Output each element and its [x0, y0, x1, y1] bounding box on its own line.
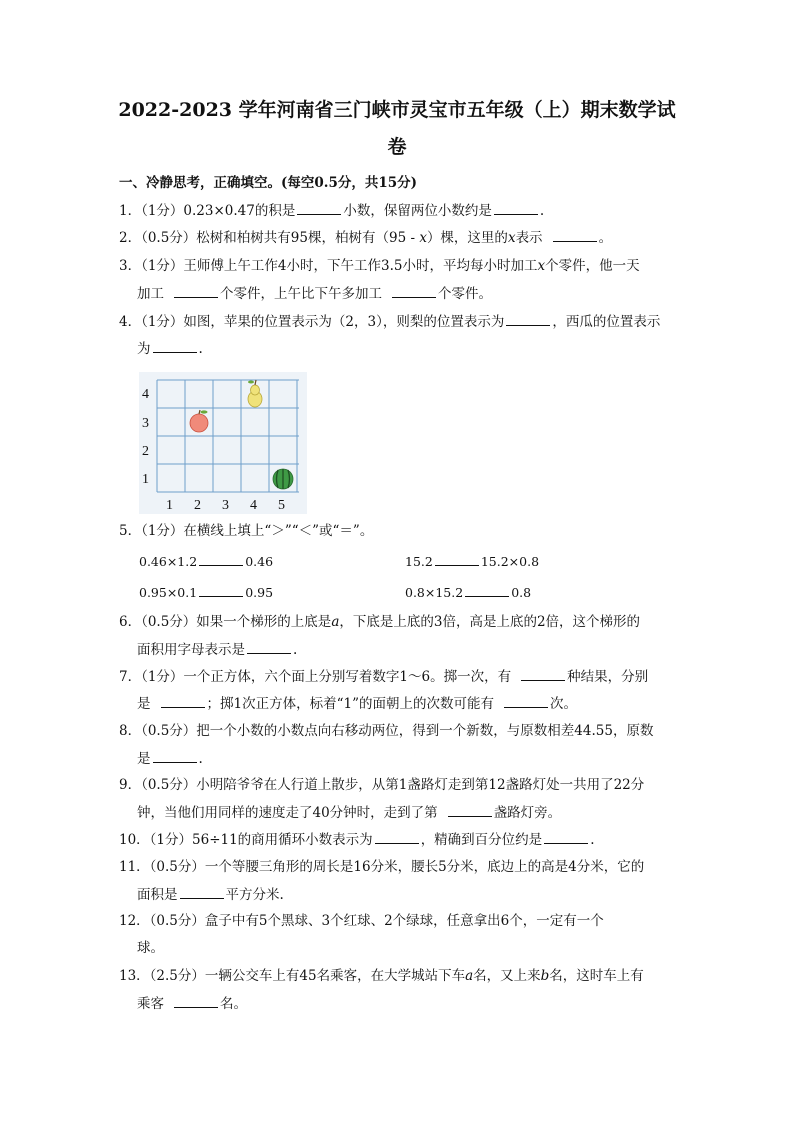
- comparison-item: [405, 582, 531, 603]
- answer-blank: [521, 666, 565, 681]
- question-text: 13．（2.5分）一辆公交车上有45名乘客，在大学城站下车: [119, 968, 466, 984]
- variable: a: [465, 968, 474, 984]
- question-text: 。: [598, 230, 613, 246]
- question-text: 2．（0.5分）松树和柏树共有95棵，柏树有（95 -: [119, 230, 420, 246]
- x-axis-label: 1: [166, 498, 173, 513]
- question-text: 10．（1分）56÷11的商用循环小数表示为: [119, 832, 373, 848]
- question-text: 6．（0.5分）如果一个梯形的上底是: [119, 614, 332, 630]
- answer-blank: [435, 551, 479, 566]
- question-text: 面积用字母表示是: [137, 642, 245, 658]
- question-text: 9．（0.5分）小明陪爷爷在人行道上散步，从第1盏路灯走到第12盏路灯处一共用了22分: [119, 777, 645, 793]
- variable: a: [331, 614, 340, 630]
- answer-blank: [199, 551, 243, 566]
- question-text: 8．（0.5分）把一个小数的小数点向右移动两位，得到一个新数，与原数相差44.55，原数: [119, 723, 654, 739]
- x-axis-label: 5: [278, 498, 285, 513]
- question-text: 是: [137, 751, 151, 767]
- question-text: 7．（1分）一个正方体，六个面上分别写着数字1～6。掷一次，有: [119, 669, 512, 685]
- expression: 15.2: [405, 554, 433, 569]
- question-4: [119, 311, 694, 332]
- answer-blank: [506, 311, 550, 326]
- answer-blank: [247, 639, 291, 654]
- variable: x: [419, 230, 427, 246]
- expression: 0.95×0.1: [139, 585, 198, 600]
- question-9-continued: [137, 802, 712, 823]
- question-text: ，下底是上底的3倍，高是上底的2倍，这个梯形的: [339, 614, 641, 630]
- question-text: ，精确到百分位约是: [420, 832, 543, 848]
- y-axis-label: 1: [142, 472, 149, 487]
- question-text: 名，又上来: [473, 968, 541, 984]
- answer-blank: [180, 884, 224, 899]
- question-text: 个零件。: [438, 286, 492, 302]
- answer-blank: [297, 200, 341, 215]
- question-text: ；掷1次正方体，标着“1”的面朝上的次数可能有: [206, 696, 494, 712]
- question-12: [119, 911, 694, 931]
- question-7-continued: [137, 693, 712, 714]
- answer-blank: [153, 338, 197, 353]
- position-grid-figure: [139, 372, 307, 514]
- question-text: 种结果，分别: [567, 669, 649, 685]
- answer-blank: [544, 829, 588, 844]
- answer-blank: [375, 829, 419, 844]
- question-text: 盏路灯旁。: [493, 805, 562, 821]
- question-text: 表示: [515, 230, 543, 246]
- question-text: 个零件，他一天: [545, 258, 640, 274]
- question-text: .: [198, 341, 203, 357]
- question-text: 为: [137, 341, 151, 357]
- figure-background: [139, 372, 307, 514]
- question-1: [119, 200, 694, 221]
- question-text: 1．（1分）0.23×0.47的积是: [119, 203, 296, 219]
- answer-blank: [161, 693, 205, 708]
- answer-blank: [199, 582, 243, 597]
- variable: b: [540, 968, 550, 984]
- answer-blank: [465, 582, 509, 597]
- question-text: 个零件，上午比下午多加工: [220, 286, 382, 302]
- expression: 0.46×1.2: [139, 554, 198, 569]
- question-2: [119, 227, 694, 248]
- expression: 0.46: [245, 554, 274, 569]
- question-12-continued: [137, 938, 712, 958]
- expression: 0.95: [245, 585, 274, 600]
- question-3: [119, 256, 694, 276]
- question-text: 小数，保留两位小数约是: [343, 203, 492, 219]
- watermelon-icon: [273, 469, 293, 489]
- question-text: .: [198, 751, 203, 767]
- question-7: [119, 666, 694, 687]
- question-5: [119, 521, 694, 541]
- comparison-item: [139, 582, 273, 603]
- question-text: 加工: [137, 286, 164, 302]
- page-title: 2022-2023 学年河南省三门峡市灵宝市五年级（上）期末数学试: [118, 99, 676, 121]
- y-axis-label: 3: [142, 416, 149, 431]
- question-text: 乘客: [137, 996, 164, 1012]
- page-title-continued: 卷: [387, 136, 407, 158]
- question-text: .: [539, 203, 545, 219]
- question-text: 次。: [549, 696, 577, 712]
- expression: 0.8: [511, 585, 532, 600]
- question-text: .: [293, 642, 298, 658]
- question-text: ，西瓜的位置表示: [552, 314, 661, 330]
- answer-blank: [504, 693, 548, 708]
- question-8-continued: [137, 748, 712, 769]
- question-9: [119, 775, 694, 795]
- question-text: 12．（0.5分）盒子中有5个黑球、3个红球、2个绿球，任意拿出6个，一定有一个: [119, 913, 604, 929]
- grid-svg: [139, 372, 307, 514]
- x-axis-label: 3: [222, 498, 229, 513]
- question-text: 钟，当他们用同样的速度走了40分钟时，走到了第: [137, 805, 438, 821]
- x-axis-label: 2: [194, 498, 201, 513]
- question-text: .: [590, 832, 595, 848]
- question-11: [119, 857, 694, 877]
- question-text: 5．（1分）在横线上填上“＞”“＜”或“＝”。: [119, 523, 374, 539]
- expression: 0.8×15.2: [405, 585, 464, 600]
- answer-blank: [392, 283, 436, 298]
- answer-blank: [174, 993, 218, 1008]
- question-text: 平方分米.: [225, 887, 284, 903]
- question-6: [119, 612, 694, 632]
- answer-blank: [174, 283, 218, 298]
- answer-blank: [448, 802, 492, 817]
- question-11-continued: [137, 884, 712, 905]
- section-heading: 一、冷静思考，正确填空。(每空0.5分，共15分): [119, 175, 418, 191]
- question-text: 11．（0.5分）一个等腰三角形的周长是16分米，腰长5分米，底边上的高是4分米，它的: [119, 859, 645, 875]
- comparison-item: [405, 551, 539, 572]
- answer-blank: [494, 200, 538, 215]
- question-6-continued: [137, 639, 712, 660]
- question-10: [119, 829, 694, 850]
- question-text: 3．（1分）王师傅上午工作4小时，下午工作3.5小时，平均每小时加工: [119, 258, 538, 274]
- answer-blank: [553, 227, 597, 242]
- variable: x: [507, 230, 516, 246]
- question-13: [119, 966, 694, 986]
- variable: x: [537, 258, 546, 274]
- y-axis-label: 2: [142, 444, 149, 459]
- question-text: 面积是: [137, 887, 178, 903]
- question-text: 球。: [137, 940, 164, 956]
- question-text: 是: [137, 696, 151, 712]
- y-axis-label: 4: [142, 387, 149, 402]
- question-text: 名。: [220, 996, 247, 1012]
- question-13-continued: [137, 993, 712, 1014]
- answer-blank: [153, 748, 197, 763]
- question-4-continued: [137, 338, 712, 359]
- x-axis-label: 4: [250, 498, 257, 513]
- question-8: [119, 721, 694, 741]
- comparison-item: [139, 551, 273, 572]
- expression: 15.2×0.8: [480, 554, 540, 569]
- question-text: 4．（1分）如图，苹果的位置表示为（2，3），则梨的位置表示为: [119, 314, 505, 330]
- question-3-continued: [137, 283, 712, 304]
- question-text: 名，这时车上有: [549, 968, 644, 984]
- question-text: ）棵，这里的: [426, 230, 508, 246]
